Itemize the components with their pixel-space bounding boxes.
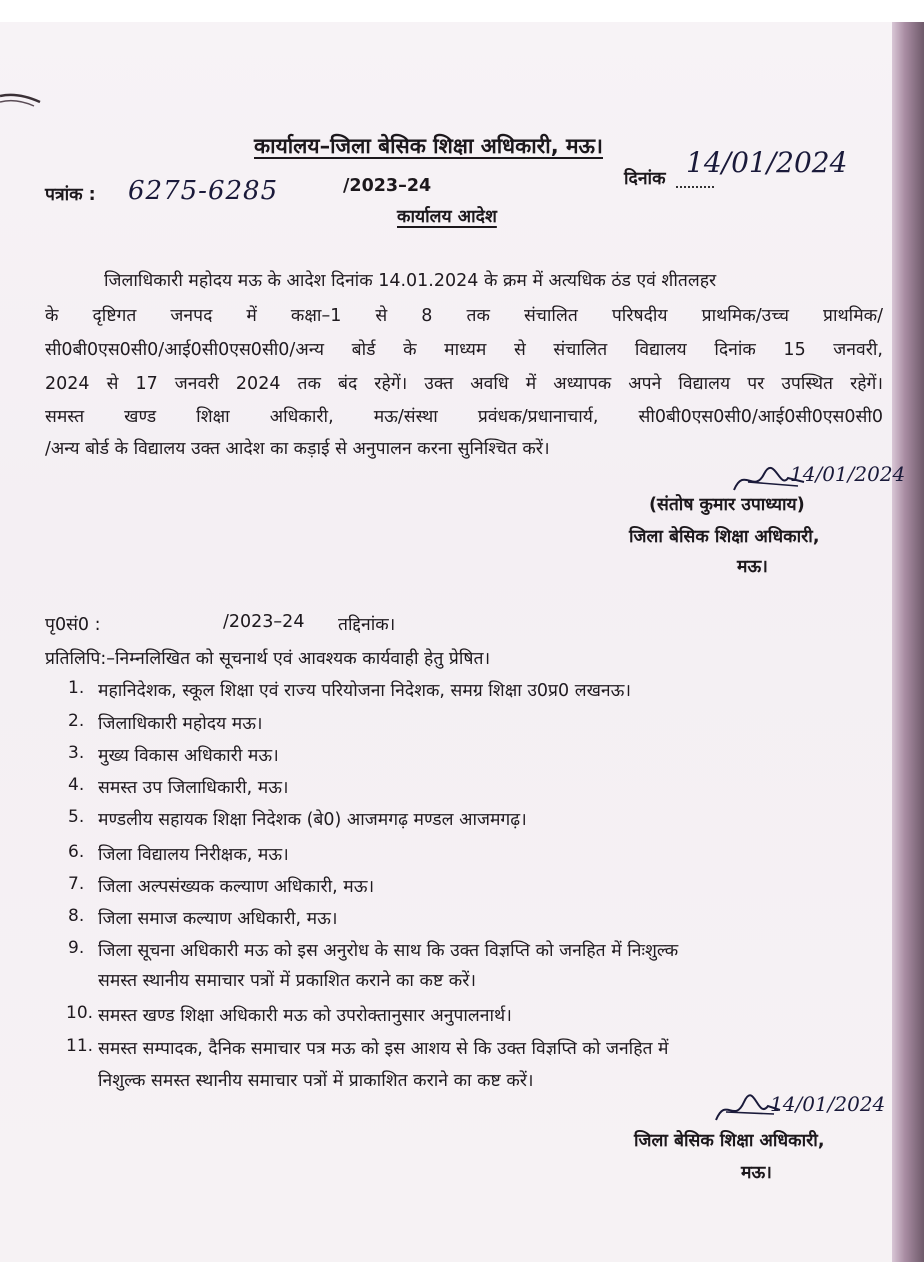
list-item: मण्डलीय सहायक शिक्षा निदेशक (बे0) आजमगढ़ मण्डल आजमगढ़। [98,810,527,830]
list-item: समस्त उप जिलाधिकारी, मऊ। [98,778,289,798]
list-item: समस्त सम्पादक, दैनिक समाचार पत्र मऊ को इस आशय से कि उक्त विज्ञप्ति को जनहित में [98,1039,669,1059]
signature1-date: 14/01/2024 [790,462,906,486]
list-number: 4. [68,775,85,795]
date-label: दिनांक [624,169,666,189]
copy-heading: प्रतिलिपि:–निम्नलिखित को सूचनार्थ एवं आवश्यक कार्यवाही हेतु प्रेषित। [45,649,491,669]
list-item: समस्त खण्ड शिक्षा अधिकारी मऊ को उपरोक्तानुसार अनुपालनार्थ। [98,1006,512,1026]
list-number: 9. [68,938,85,958]
signatory-place: मऊ। [737,557,768,577]
top-margin [0,0,924,22]
list-number: 11. [66,1036,94,1056]
endorsement-number-label: पृ0सं0 : [45,615,101,635]
date-handwritten: 14/01/2024 [686,146,848,179]
list-item: महानिदेशक, स्कूल शिक्षा एवं राज्य परियोजना निदेशक, समग्र शिक्षा उ0प्र0 लखनऊ। [98,681,631,701]
list-number: 8. [68,906,85,926]
list-item-continuation: निशुल्क समस्त स्थानीय समाचार पत्रों में प्राकाशित कराने का कष्ट करें। [98,1071,534,1091]
list-item: जिला सूचना अधिकारी मऊ को इस अनुरोध के साथ कि उक्त विज्ञप्ति को जनहित में निःशुल्क [98,941,679,961]
list-number: 3. [68,743,85,763]
page-edge-shadow [892,22,924,1262]
list-number: 2. [68,711,85,731]
signatory2-place: मऊ। [741,1163,772,1183]
date-dotted-line [676,186,714,188]
body-line: समस्त खण्ड शिक्षा अधिकारी, मऊ/संस्था प्रवंधक/प्रधानाचार्य, सी0बी0एस0सी0/आई0सी0एस0सी0 [45,407,883,427]
list-number: 5. [68,807,85,827]
signatory-designation: जिला बेसिक शिक्षा अधिकारी, [629,527,820,547]
body-line: 2024 से 17 जनवरी 2024 तक बंद रहेगें। उक्त अवधि में अध्यापक अपने विद्यालय पर उपस्थित रहेगें। [45,374,883,394]
list-item: जिला अल्पसंख्यक कल्याण अधिकारी, मऊ। [98,877,375,897]
list-item: जिलाधिकारी महोदय मऊ। [98,714,263,734]
staple-mark-icon [0,88,44,110]
list-item-continuation: समस्त स्थानीय समाचार पत्रों में प्रकाशित कराने का कष्ट करें। [98,971,476,991]
list-item: जिला समाज कल्याण अधिकारी, मऊ। [98,909,338,929]
endorsement-date: तद्दिनांक। [338,615,396,635]
list-number: 1. [68,678,85,698]
order-title: कार्यालय आदेश [397,207,497,227]
signature2-date: 14/01/2024 [770,1092,886,1116]
letter-number-label: पत्रांक : [45,185,96,205]
list-number: 6. [68,842,85,862]
letter-number-handwritten: 6275-6285 [128,176,279,206]
endorsement-number-suffix: /2023–24 [223,612,305,632]
office-header: कार्यालय–जिला बेसिक शिक्षा अधिकारी, मऊ। [254,134,603,158]
list-number: 7. [68,874,85,894]
signatory-name: (संतोष कुमार उपाध्याय) [649,495,805,515]
letter-number-suffix: /2023–24 [343,176,432,196]
signatory2-designation: जिला बेसिक शिक्षा अधिकारी, [634,1131,825,1151]
list-number: 10. [66,1003,94,1023]
body-line: जिलाधिकारी महोदय मऊ के आदेश दिनांक 14.01.2024 के क्रम में अत्यधिक ठंड एवं शीतलहर [104,271,717,291]
list-item: मुख्य विकास अधिकारी मऊ। [98,746,279,766]
body-line: /अन्य बोर्ड के विद्यालय उक्त आदेश का कड़ाई से अनुपालन करना सुनिश्चित करें। [45,439,550,459]
list-item: जिला विद्यालय निरीक्षक, मऊ। [98,845,289,865]
body-line: के दृष्टिगत जनपद में कक्षा–1 से 8 तक संचालित परिषदीय प्राथमिक/उच्च प्राथमिक/ [45,306,883,326]
body-line: सी0बी0एस0सी0/आई0सी0एस0सी0/अन्य बोर्ड के माध्यम से संचालित विद्यालय दिनांक 15 जनवरी, [45,340,883,360]
